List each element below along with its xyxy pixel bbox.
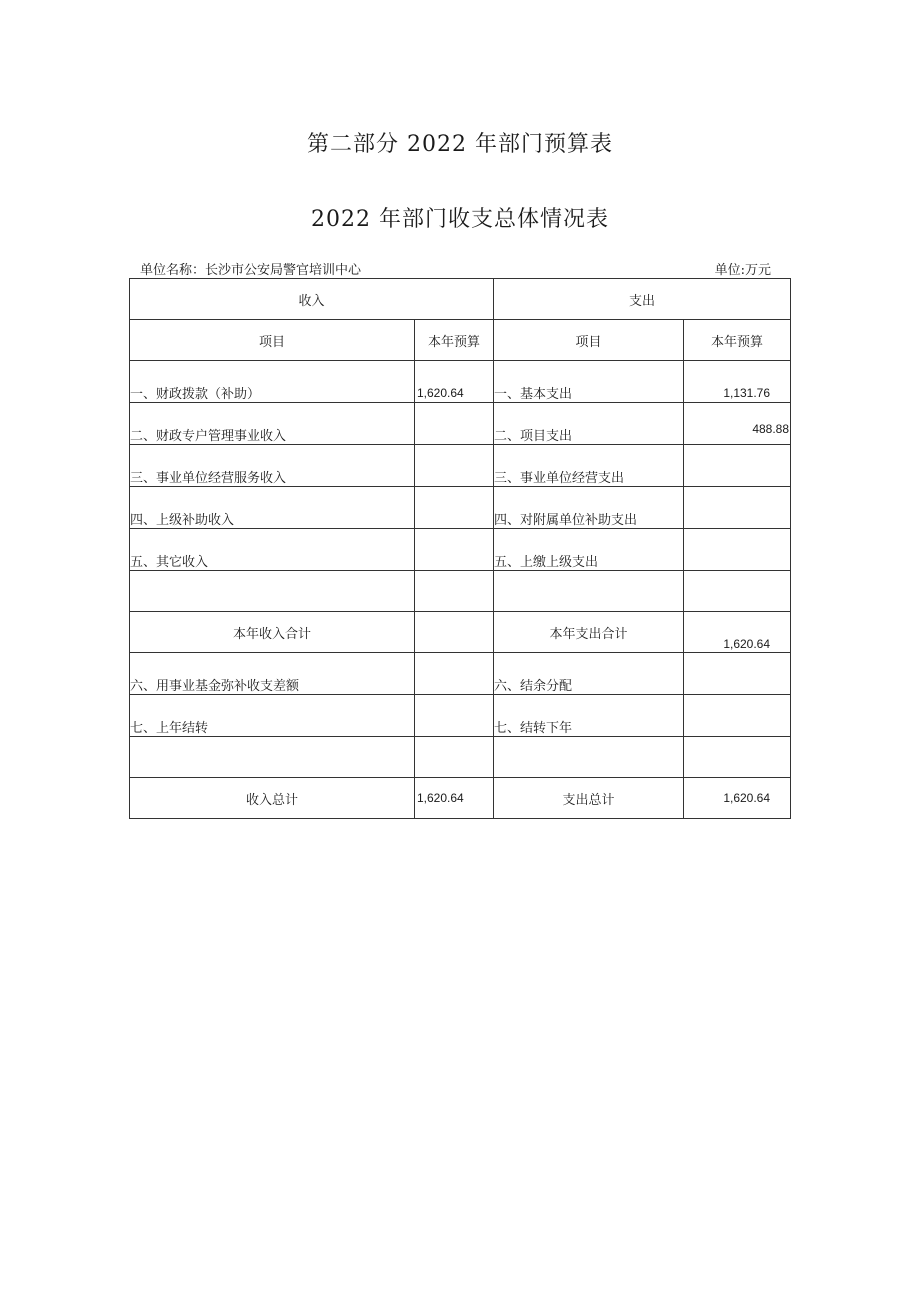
table-row: [130, 361, 791, 403]
income-value: [415, 653, 494, 695]
expense-value: 1,131.76: [684, 361, 791, 403]
unit-name-label: 单位名称：长沙市公安局警官培训中心: [140, 263, 362, 278]
table-row: [130, 445, 791, 487]
expense-subtotal-label: 本年支出合计: [494, 612, 684, 653]
income-value: [415, 403, 494, 445]
total-row: [130, 778, 791, 819]
empty-row: [130, 737, 791, 778]
income-subtotal-value: [415, 612, 494, 653]
expense-value: [684, 653, 791, 695]
part-title: 第二部分 2022 年部门预算表: [307, 132, 613, 157]
income-item: 六、用事业基金弥补收支差额: [130, 653, 415, 695]
expense-item: 三、事业单位经营支出: [494, 445, 684, 487]
income-item: 四、上级补助收入: [130, 487, 415, 529]
expense-section-header: 支出: [494, 279, 791, 320]
expense-item: 四、对附属单位补助支出: [494, 487, 684, 529]
expense-value: [684, 445, 791, 487]
table-row: [130, 529, 791, 571]
table-title: 2022 年部门收支总体情况表: [311, 207, 609, 232]
table-row: [130, 403, 791, 445]
table-row: [130, 695, 791, 737]
income-budget-header: 本年预算: [415, 320, 494, 361]
income-section-header: 收入: [130, 279, 494, 320]
expense-value: [684, 529, 791, 571]
income-item: 二、财政专户管理事业收入: [130, 403, 415, 445]
expense-value: 488.88: [684, 403, 791, 445]
income-item: 一、财政拨款（补助）: [130, 361, 415, 403]
income-item: 三、事业单位经营服务收入: [130, 445, 415, 487]
income-value: 1,620.64: [415, 361, 494, 403]
subtotal-row: [130, 612, 791, 653]
expense-budget-header: 本年预算: [684, 320, 791, 361]
income-item-header: 项目: [130, 320, 415, 361]
expense-value: [684, 487, 791, 529]
table-row: [130, 653, 791, 695]
income-item: 五、其它收入: [130, 529, 415, 571]
currency-unit-label: 单位:万元: [714, 263, 771, 278]
expense-item: 二、项目支出: [494, 403, 684, 445]
expense-item-header: 项目: [494, 320, 684, 361]
income-value: [415, 445, 494, 487]
income-total-label: 收入总计: [130, 778, 415, 819]
income-item: 七、上年结转: [130, 695, 415, 737]
income-subtotal-label: 本年收入合计: [130, 612, 415, 653]
expense-item: 七、结转下年: [494, 695, 684, 737]
income-value: [415, 529, 494, 571]
income-value: [415, 695, 494, 737]
expense-subtotal-value: 1,620.64: [684, 612, 791, 653]
column-header-row: [130, 320, 791, 361]
expense-value: [684, 695, 791, 737]
expense-item: 五、上缴上级支出: [494, 529, 684, 571]
section-header-row: [130, 279, 791, 320]
table-row: [130, 487, 791, 529]
budget-table: [129, 278, 791, 819]
expense-total-value: 1,620.64: [684, 778, 791, 819]
empty-row: [130, 571, 791, 612]
expense-total-label: 支出总计: [494, 778, 684, 819]
expense-item: 一、基本支出: [494, 361, 684, 403]
income-value: [415, 487, 494, 529]
expense-item: 六、结余分配: [494, 653, 684, 695]
income-total-value: 1,620.64: [415, 778, 494, 819]
